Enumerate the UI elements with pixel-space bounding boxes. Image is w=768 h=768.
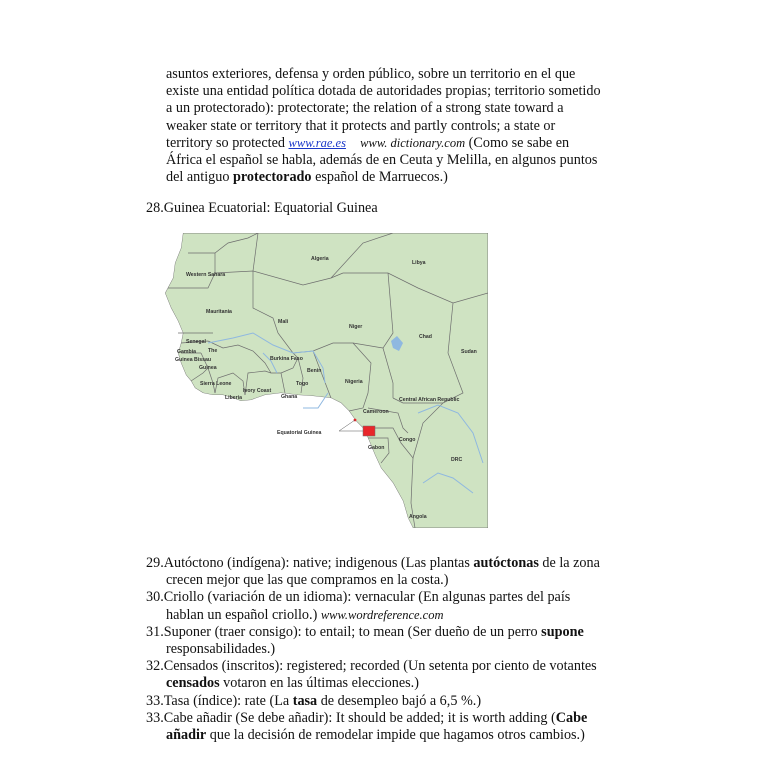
bold-term: Cabe [555, 709, 588, 726]
vocab-text: que la decisión de remodelar impide que hagamos otros cambios.) [206, 727, 585, 744]
map-label: Senegal [186, 339, 206, 345]
source-reference: www.wordreference.com [320, 607, 444, 622]
vocab-text: hablan un español criollo.) [166, 606, 321, 623]
vocab-number: 30. [146, 589, 164, 606]
vocab-text: de la zona [538, 555, 600, 571]
map-label: DRC [451, 457, 463, 463]
paragraph-line: a un protectorado): protectorate; the relation of a strong state toward a [166, 100, 564, 117]
vocab-entry-line [146, 710, 646, 727]
paragraph-line [166, 169, 636, 186]
vocab-entry-line [146, 589, 646, 606]
bold-term: añadir [166, 727, 207, 744]
vocab-number: 32. [146, 658, 164, 675]
map-label: Nigeria [345, 379, 363, 385]
map-svg [153, 233, 488, 528]
map-label: Benin [307, 368, 322, 374]
vocabulary-list [146, 555, 646, 744]
map-label: Sierra Leone [200, 381, 232, 387]
paragraph-line: asuntos exteriores, defensa y orden público, sobre un territorio en el que [166, 66, 576, 82]
map-label: Mauritania [206, 309, 232, 315]
vocab-entry-continuation [146, 572, 646, 589]
item-28-heading: 28.Guinea Ecuatorial: Equatorial Guinea [146, 200, 378, 216]
paragraph-text: (Como se sabe en [465, 134, 570, 151]
map-label: Ghana [281, 394, 298, 400]
bold-term: protectorado [232, 169, 312, 186]
vocab-entry [146, 710, 646, 744]
vocab-entry-line [146, 693, 646, 710]
map-label: Chad [419, 334, 432, 340]
vocab-entry [146, 624, 646, 658]
vocab-entry [146, 555, 646, 589]
vocab-text: de desempleo bajó a 6,5 %.) [317, 692, 482, 709]
map-label: Guinea [199, 365, 217, 371]
map-label: Western Sahara [186, 272, 226, 278]
bold-term: autóctonas [473, 555, 539, 571]
bold-term: supone [541, 623, 584, 640]
bold-term: tasa [292, 692, 318, 709]
vocab-entry-line [146, 624, 646, 641]
vocab-number: 33. [146, 709, 164, 726]
protectorate-definition-paragraph [166, 66, 636, 186]
vocab-text: Suponer (traer consigo): to entail; to mean (Ser dueño de un perro [163, 623, 542, 640]
rae-link[interactable]: www.rae.es [288, 135, 346, 150]
vocab-entry-line [146, 555, 646, 572]
vocab-text: Autóctono (indígena): native; indigenous (Las plantas [163, 555, 474, 571]
vocab-text: Censados (inscritos): registered; recorded (Un setenta por ciento de votantes [163, 658, 597, 675]
paragraph-text: territory so protected [166, 134, 289, 151]
paragraph-text: del antiguo [166, 169, 233, 186]
vocab-entry [146, 658, 646, 692]
paragraph-line: existe una entidad política dotada de autoridades propias; territorio sometido [166, 83, 601, 100]
equatorial-guinea-highlight [363, 426, 375, 436]
map-label: Togo [296, 381, 309, 387]
vocab-text: crecen mejor que las que compramos en la costa.) [166, 572, 449, 589]
map-label: Central African Republic [399, 397, 460, 403]
paragraph-text: español de Marruecos.) [311, 169, 448, 186]
vocab-entry-continuation [146, 727, 646, 744]
vocab-entry-continuation [146, 641, 646, 658]
vocab-number: 31. [146, 623, 164, 640]
map-label: The [208, 348, 218, 354]
vocab-text: Criollo (variación de un idioma): vernacular (En algunas partes del país [163, 589, 571, 606]
vocab-number: 33. [146, 692, 164, 709]
dictionary-source: www. dictionary.com [360, 135, 466, 150]
vocab-text: Cabe añadir (Se debe añadir): It should be added; it is worth adding ( [163, 709, 556, 726]
map-label: Niger [349, 324, 363, 330]
map-label: Guinea Bissau [175, 357, 212, 363]
vocab-entry-line [146, 658, 646, 675]
map-label: Equatorial Guinea [277, 430, 322, 436]
vocab-entry-continuation [146, 675, 646, 692]
map-label: Gambia [177, 349, 197, 355]
paragraph-line: weaker state or territory that it protects and partly controls; a state or [166, 117, 556, 134]
vocab-entry [146, 693, 646, 710]
map-label: Liberia [225, 395, 243, 401]
map-label: Congo [399, 437, 416, 443]
paragraph-line: África el español se habla, además de en Ceuta y Melilla, en algunos puntos [166, 152, 598, 169]
map-label: Gabon [368, 445, 385, 451]
vocab-text: responsabilidades.) [166, 641, 276, 658]
map-label: Ivory Coast [243, 388, 272, 394]
vocab-text: Tasa (índice): rate (La [163, 692, 293, 709]
map-label: Mali [278, 319, 289, 325]
bold-term: censados [166, 675, 220, 692]
map-label: Algeria [311, 256, 329, 262]
map-label: Burkina Faso [270, 356, 303, 362]
paragraph-line [166, 135, 636, 152]
map-label: Sudan [461, 349, 477, 355]
map-label: Libya [412, 260, 426, 266]
vocab-entry-continuation [146, 607, 646, 624]
map-label: Cameroon [363, 409, 389, 415]
vocab-text: votaron en las últimas elecciones.) [219, 675, 419, 692]
west-africa-map [153, 233, 488, 528]
vocab-entry [146, 589, 646, 623]
vocab-number: 29. [146, 555, 164, 571]
map-label: Angola [409, 514, 427, 520]
